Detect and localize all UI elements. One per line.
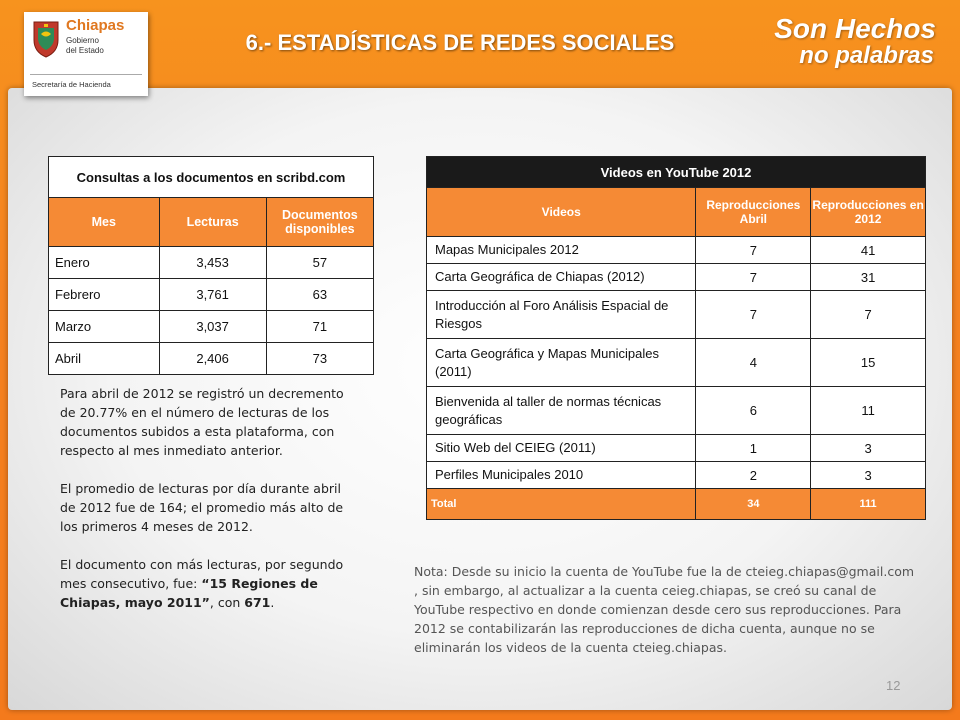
coat-of-arms-icon bbox=[32, 20, 60, 58]
youtube-table-caption: Videos en YouTube 2012 bbox=[427, 157, 926, 188]
table-cell: Carta Geográfica y Mapas Municipales (2011) bbox=[427, 339, 696, 387]
page-number: 12 bbox=[886, 678, 901, 693]
table-row bbox=[427, 264, 926, 291]
table-cell: 41 bbox=[811, 237, 926, 264]
table-cell: Febrero bbox=[49, 279, 160, 311]
table-cell: Bienvenida al taller de normas técnicas geográficas bbox=[427, 387, 696, 435]
table-cell: Abril bbox=[49, 343, 160, 375]
scribd-table bbox=[48, 156, 374, 375]
youtube-table bbox=[426, 156, 926, 520]
youtube-header-2012: Reproducciones en 2012 bbox=[811, 188, 926, 237]
total-abril: 34 bbox=[696, 489, 811, 520]
table-row bbox=[49, 247, 374, 279]
summary-paragraph-1: Para abril de 2012 se registró un decremento de 20.77% en el número de lecturas de los documentos subidos a esta plataforma, con respecto al mes inmediato anterior. bbox=[60, 386, 344, 458]
table-cell: Enero bbox=[49, 247, 160, 279]
table-cell: 7 bbox=[696, 237, 811, 264]
summary-p3-mid: , con bbox=[209, 595, 245, 610]
slogan-line-2: no palabras bbox=[799, 42, 934, 69]
table-cell: 1 bbox=[696, 435, 811, 462]
table-cell: 6 bbox=[696, 387, 811, 435]
scribd-header-lecturas: Lecturas bbox=[159, 198, 266, 247]
table-row bbox=[49, 279, 374, 311]
scribd-header-documentos: Documentos disponibles bbox=[266, 198, 373, 247]
table-cell: 71 bbox=[266, 311, 373, 343]
table-row bbox=[427, 462, 926, 489]
table-cell: Marzo bbox=[49, 311, 160, 343]
table-row bbox=[427, 237, 926, 264]
table-cell: 7 bbox=[811, 291, 926, 339]
table-cell: 7 bbox=[696, 264, 811, 291]
table-cell: 3,037 bbox=[159, 311, 266, 343]
total-row bbox=[427, 489, 926, 520]
table-row bbox=[427, 387, 926, 435]
table-cell: Carta Geográfica de Chiapas (2012) bbox=[427, 264, 696, 291]
logo-sub-1: Gobierno bbox=[66, 36, 99, 45]
table-cell: 73 bbox=[266, 343, 373, 375]
table-cell: Introducción al Foro Análisis Espacial de Riesgos bbox=[427, 291, 696, 339]
logo-divider bbox=[30, 74, 142, 75]
table-cell: Sitio Web del CEIEG (2011) bbox=[427, 435, 696, 462]
table-cell: 7 bbox=[696, 291, 811, 339]
table-cell: 31 bbox=[811, 264, 926, 291]
slogan bbox=[736, 14, 936, 68]
scribd-table-caption: Consultas a los documentos en scribd.com bbox=[49, 157, 374, 198]
table-cell: 3 bbox=[811, 462, 926, 489]
youtube-note: Nota: Desde su inicio la cuenta de YouTube fue la de cteieg.chiapas@gmail.com , sin embargo, al actualizar a la cuenta ceieg.chiapas, se creó su canal de YouTube respectivo en donde comienzan desde cero sus reproducciones. Para 2012 se contabilizarán las reproducciones de dicha cuenta, aunque no se eliminarán los videos de la cuenta cteieg.chiapas. bbox=[414, 564, 915, 655]
logo-name: Chiapas bbox=[66, 17, 125, 34]
total-2012: 111 bbox=[811, 489, 926, 520]
table-row bbox=[49, 311, 374, 343]
slogan-line-1: Son Hechos bbox=[774, 13, 936, 44]
page-title: 6.- ESTADÍSTICAS DE REDES SOCIALES bbox=[245, 30, 675, 55]
table-cell: 3,761 bbox=[159, 279, 266, 311]
logo-sub-2: del Estado bbox=[66, 46, 104, 55]
summary-p3-prefix: El documento con más lecturas, por segundo mes consecutivo, fue: bbox=[60, 557, 344, 591]
total-label: Total bbox=[427, 489, 696, 520]
youtube-header-videos: Videos bbox=[427, 188, 696, 237]
table-cell: 3 bbox=[811, 435, 926, 462]
summary-p3-document: “15 Regiones de Chiapas, mayo 2011” bbox=[60, 576, 318, 610]
table-cell: 11 bbox=[811, 387, 926, 435]
youtube-header-abril: Reproducciones Abril bbox=[696, 188, 811, 237]
summary-paragraph-2: El promedio de lecturas por día durante abril de 2012 fue de 164; el promedio más alto de los primeros 4 meses de 2012. bbox=[60, 481, 344, 534]
table-cell: 15 bbox=[811, 339, 926, 387]
table-cell: 3,453 bbox=[159, 247, 266, 279]
table-cell: 57 bbox=[266, 247, 373, 279]
summary-paragraph-3 bbox=[60, 555, 360, 612]
logo bbox=[24, 12, 148, 96]
summary-p3-end: . bbox=[270, 595, 275, 610]
table-cell: 63 bbox=[266, 279, 373, 311]
table-cell: 4 bbox=[696, 339, 811, 387]
summary-p3-count: 671 bbox=[244, 595, 271, 610]
summary-text bbox=[60, 384, 360, 631]
table-cell: Mapas Municipales 2012 bbox=[427, 237, 696, 264]
table-cell: 2 bbox=[696, 462, 811, 489]
table-cell: Perfiles Municipales 2010 bbox=[427, 462, 696, 489]
logo-dept: Secretaría de Hacienda bbox=[32, 80, 111, 89]
table-row bbox=[49, 343, 374, 375]
table-cell: 2,406 bbox=[159, 343, 266, 375]
table-row bbox=[427, 291, 926, 339]
scribd-header-mes: Mes bbox=[49, 198, 160, 247]
table-row bbox=[427, 435, 926, 462]
table-row bbox=[427, 339, 926, 387]
